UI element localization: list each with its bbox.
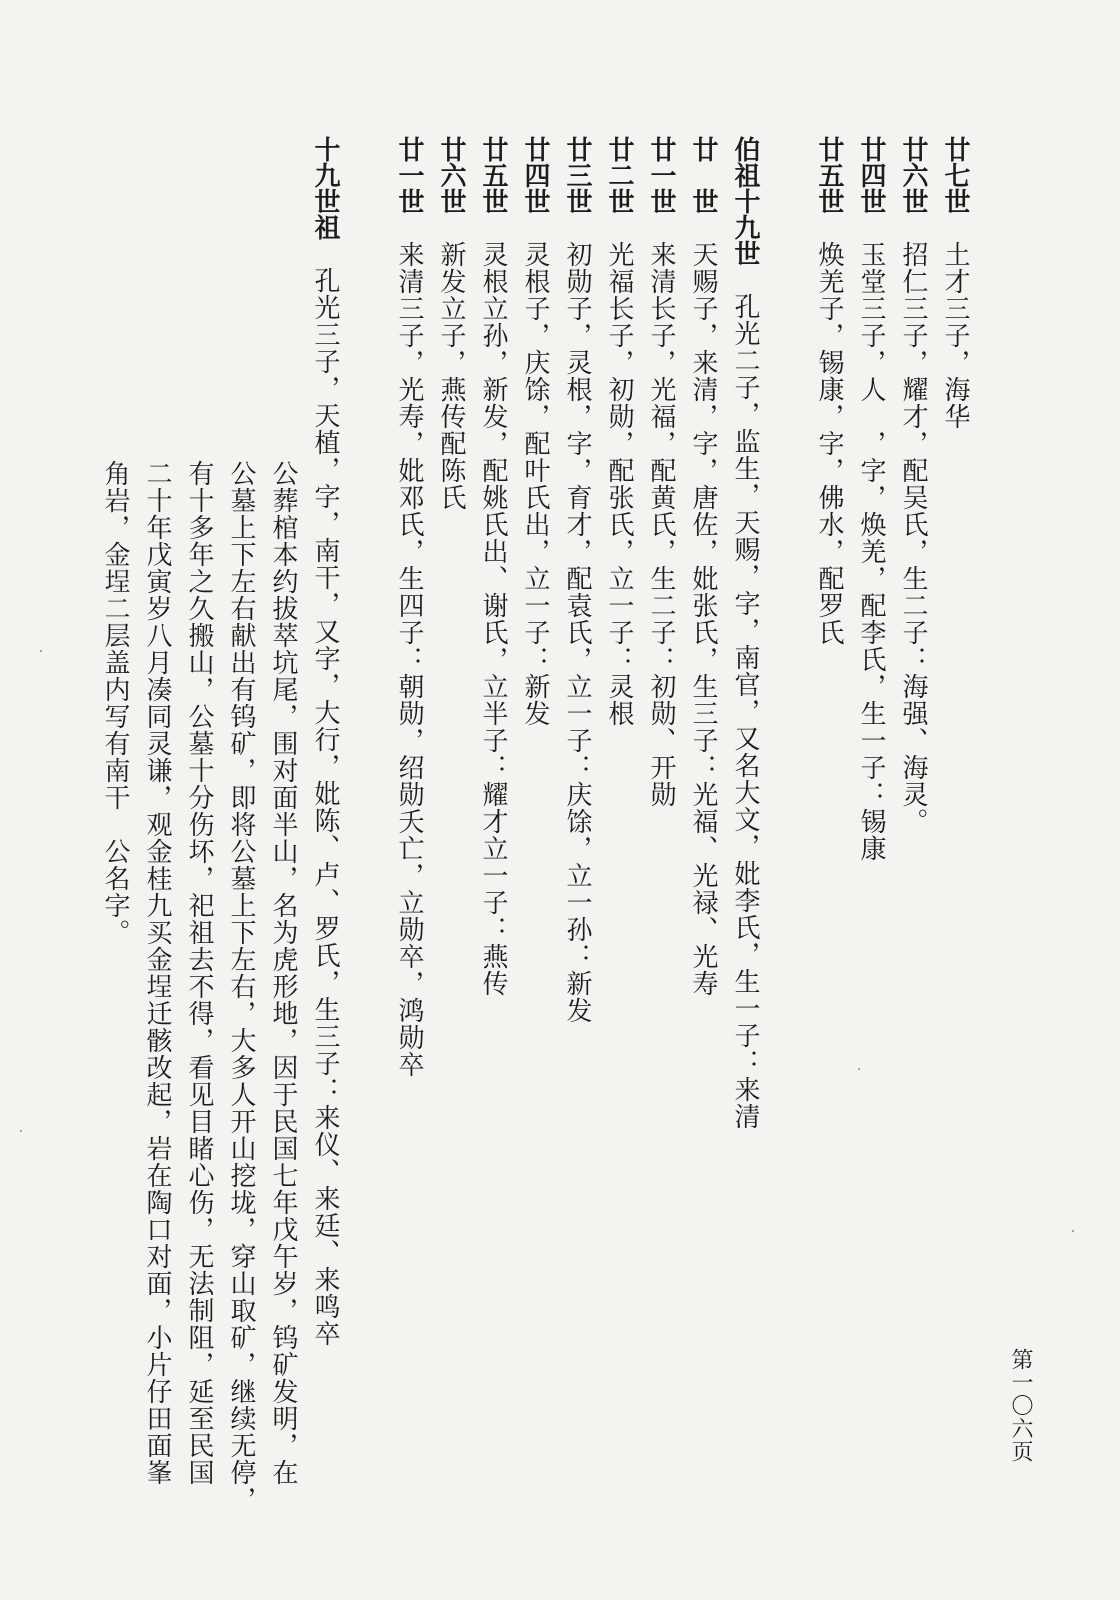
note-text: 有十多年之久搬山，公墓十分伤坏，祀祖去不得，看见目睹心伤，无法制阻，延至民国 [184,460,214,1486]
entry-column [643,136,679,808]
note-text: 公葬棺本约拔萃坑尾，围对面半山，名为虎形地，因于民国七年戊午岁，钨矿发明，在 [268,460,298,1486]
spacer [394,214,424,241]
generation-label: 廿二世 [604,136,634,214]
entry-column [811,136,847,646]
generation-label: 廿 世 [688,136,718,214]
note-text: 角岩，金埕二层盖内写有南干 公名字。 [100,460,130,946]
spacer [898,214,928,241]
entry-column [685,136,721,997]
entry-column [433,136,469,511]
generation-label: 廿七世 [940,136,970,214]
spacer [814,214,844,241]
entry-text: 灵根立孙，新发，配姚氏出、谢氏，立半子：耀才立一子：燕传 [478,241,508,997]
scan-speck [858,1068,860,1070]
spacer [436,214,466,241]
page-number: 第一〇六页 [1008,1348,1033,1463]
generation-label: 廿一世 [394,136,424,214]
generation-label: 伯祖十九世 [730,136,760,266]
entry-text: 新发立子，燕传配陈氏 [436,241,466,511]
generation-label: 廿三世 [562,136,592,214]
entry-column [307,136,343,1347]
entry-column [559,136,595,1024]
entry-column [475,136,511,997]
entry-text: 孔光三子，天植，字，南干，又字，大行，妣陈、卢、罗氏，生三子：来仪、来廷、来鸣卒 [310,267,340,1347]
note-line [223,460,259,1513]
scan-speck [1072,1230,1074,1232]
spacer [604,214,634,241]
generation-label: 廿四世 [520,136,550,214]
generation-label: 廿五世 [814,136,844,214]
note-line [265,460,301,1486]
entry-text: 来清三子，光寿，妣邓氏，生四子：朝勋，绍勋夭亡，立勋卒，鸿勋卒 [394,241,424,1078]
note-line [139,460,175,1486]
generation-label: 廿六世 [898,136,928,214]
entry-column [391,136,427,1078]
entry-column [727,136,763,1130]
note-text: 公墓上下左右献出有钨矿，即将公墓上下左右，大多人开山挖垅，穿山取矿，继续无停， [226,460,256,1513]
note-text: 二十年戊寅岁八月凑同灵谦，观金桂九买金埕迁骸改起，岩在陶口对面，小片仔田面峯 [142,460,172,1486]
spacer [856,214,886,241]
entry-text: 来清长子，光福，配黄氏，生二子：初勋、开勋 [646,241,676,808]
entry-text: 玉堂三子，人 ，字，焕羌，配李氏，生一子：锡康 [856,241,886,862]
entry-column [895,136,931,835]
scan-speck [40,650,42,652]
generation-label: 廿五世 [478,136,508,214]
spacer [562,214,592,241]
spacer [688,214,718,241]
note-line [97,460,133,946]
generation-label: 十九世祖 [310,136,340,240]
entry-text: 土才三子，海华 [940,241,970,430]
entry-text: 招仁三子，耀才，配吴氏，生二子：海强、海灵。 [898,241,928,835]
spacer [310,240,340,267]
entry-text: 焕羌子，锡康，字，佛水，配罗氏 [814,241,844,646]
entry-column [853,136,889,862]
entry-column [937,136,973,430]
entry-column [601,136,637,727]
spacer [940,214,970,241]
spacer [730,266,760,293]
scan-speck [20,1130,22,1132]
generation-label: 廿四世 [856,136,886,214]
generation-label: 廿一世 [646,136,676,214]
spacer [478,214,508,241]
entry-column [517,136,553,727]
entry-text: 光福长子，初勋，配张氏，立一子：灵根 [604,241,634,727]
spacer [520,214,550,241]
note-line [181,460,217,1486]
spacer [646,214,676,241]
entry-text: 灵根子，庆馀，配叶氏出，立一子：新发 [520,241,550,727]
entry-text: 孔光二子，监生，天赐，字，南官，又名大文，妣李氏，生一子：来清 [730,293,760,1130]
generation-label: 廿六世 [436,136,466,214]
entry-text: 初勋子，灵根，字，育才，配袁氏，立一子：庆馀，立一孙：新发 [562,241,592,1024]
entry-text: 天赐子，来清，字，唐佐，妣张氏，生三子：光福、光禄、光寿 [688,241,718,997]
